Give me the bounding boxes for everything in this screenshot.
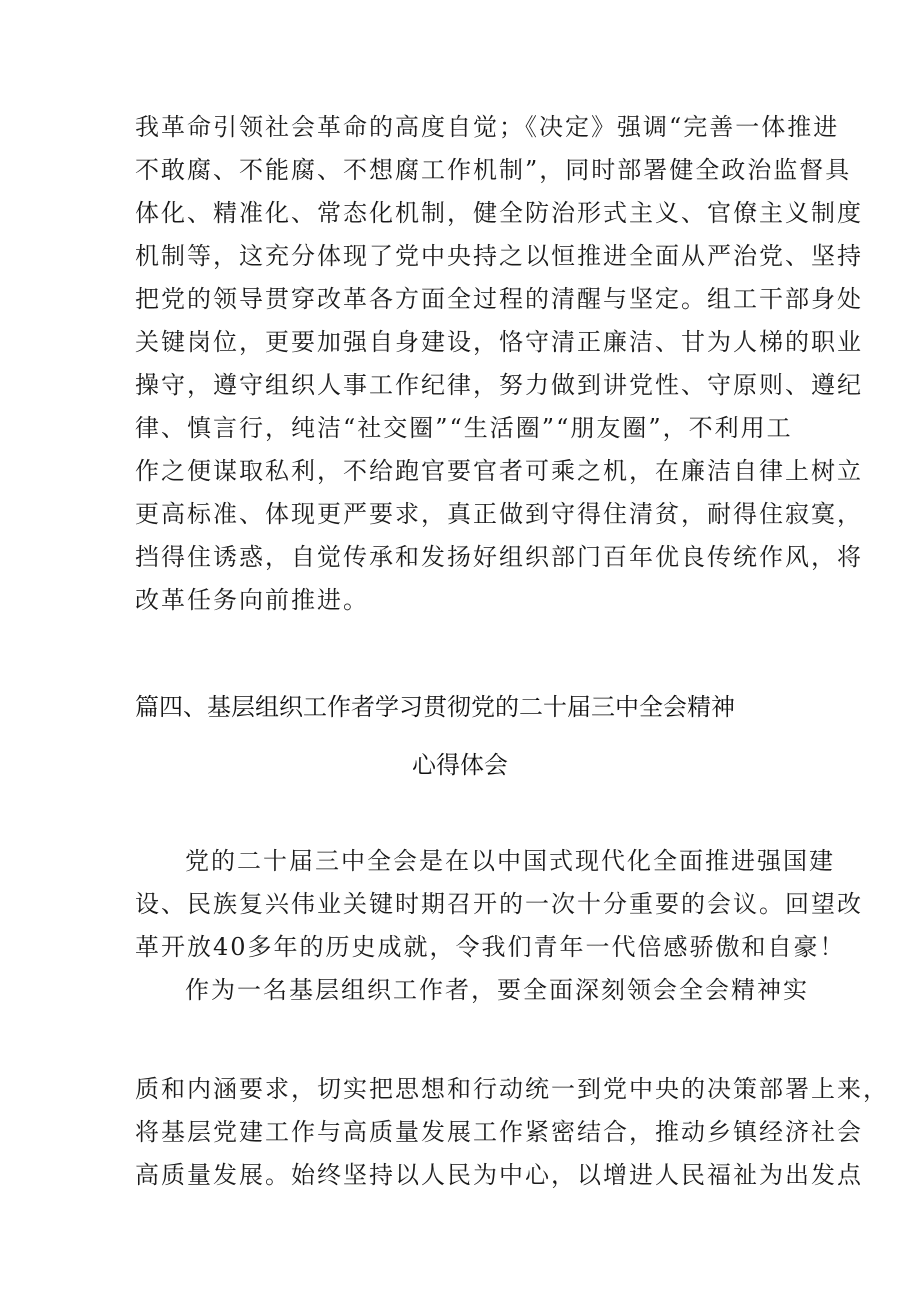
text-line: 挡得住诱惑，自觉传承和发扬好组织部门百年优良传统作风，将	[135, 543, 863, 571]
text-line: 党的二十届三中全会是在以中国式现代化全面推进强国建	[185, 847, 835, 875]
text-line: 革开放40多年的历史成就，令我们青年一代倍感骄傲和自豪！	[135, 933, 846, 961]
text-line: 操守，遵守组织人事工作纪律，努力做到讲党性、守原则、遵纪	[135, 371, 863, 399]
text-line: 把党的领导贯穿改革各方面全过程的清醒与坚定。组工干部身处	[135, 285, 863, 313]
text-line: 质和内涵要求，切实把思想和行动统一到党中央的决策部署上来，	[135, 1075, 889, 1103]
section-heading-line-2: 心得体会	[412, 751, 508, 779]
body-paragraph-top	[135, 106, 863, 622]
body-paragraph-intro	[135, 840, 863, 1012]
text-line: 体化、精准化、常态化机制，健全防治形式主义、官僚主义制度	[135, 199, 863, 227]
text-line: 我革命引领社会革命的高度自觉；《决定》强调“完善一体推进	[135, 113, 840, 141]
text-line: 改革任务向前推进。	[135, 586, 369, 614]
text-line: 更高标准、体现更严要求，真正做到守得住清贫，耐得住寂寞，	[135, 500, 863, 528]
text-line: 机制等，这充分体现了党中央持之以恒推进全面从严治党、坚持	[135, 242, 863, 270]
section-heading	[135, 692, 785, 722]
text-line: 高质量发展。始终坚持以人民为中心，以增进人民福祉为出发点	[135, 1161, 863, 1189]
text-line: 设、民族复兴伟业关键时期召开的一次十分重要的会议。回望改	[135, 890, 863, 918]
section-heading-line-1: 篇四、基层组织工作者学习贯彻党的二十届三中全会精神	[135, 693, 735, 721]
text-line: 将基层党建工作与高质量发展工作紧密结合，推动乡镇经济社会	[135, 1118, 863, 1146]
body-paragraph-bottom	[135, 1068, 889, 1197]
text-line: 作为一名基层组织工作者，要全面深刻领会全会精神实	[185, 976, 809, 1004]
text-line: 不敢腐、不能腐、不想腐工作机制”，同时部署健全政治监督具	[135, 156, 852, 184]
text-line: 作之便谋取私利，不给跑官要官者可乘之机，在廉洁自律上树立	[135, 457, 863, 485]
section-heading-sub	[0, 750, 920, 780]
text-line: 关键岗位，更要加强自身建设，恪守清正廉洁、甘为人梯的职业	[135, 328, 863, 356]
text-line: 律、慎言行，纯洁“社交圈”“生活圈”“朋友圈”，不利用工	[135, 414, 793, 442]
